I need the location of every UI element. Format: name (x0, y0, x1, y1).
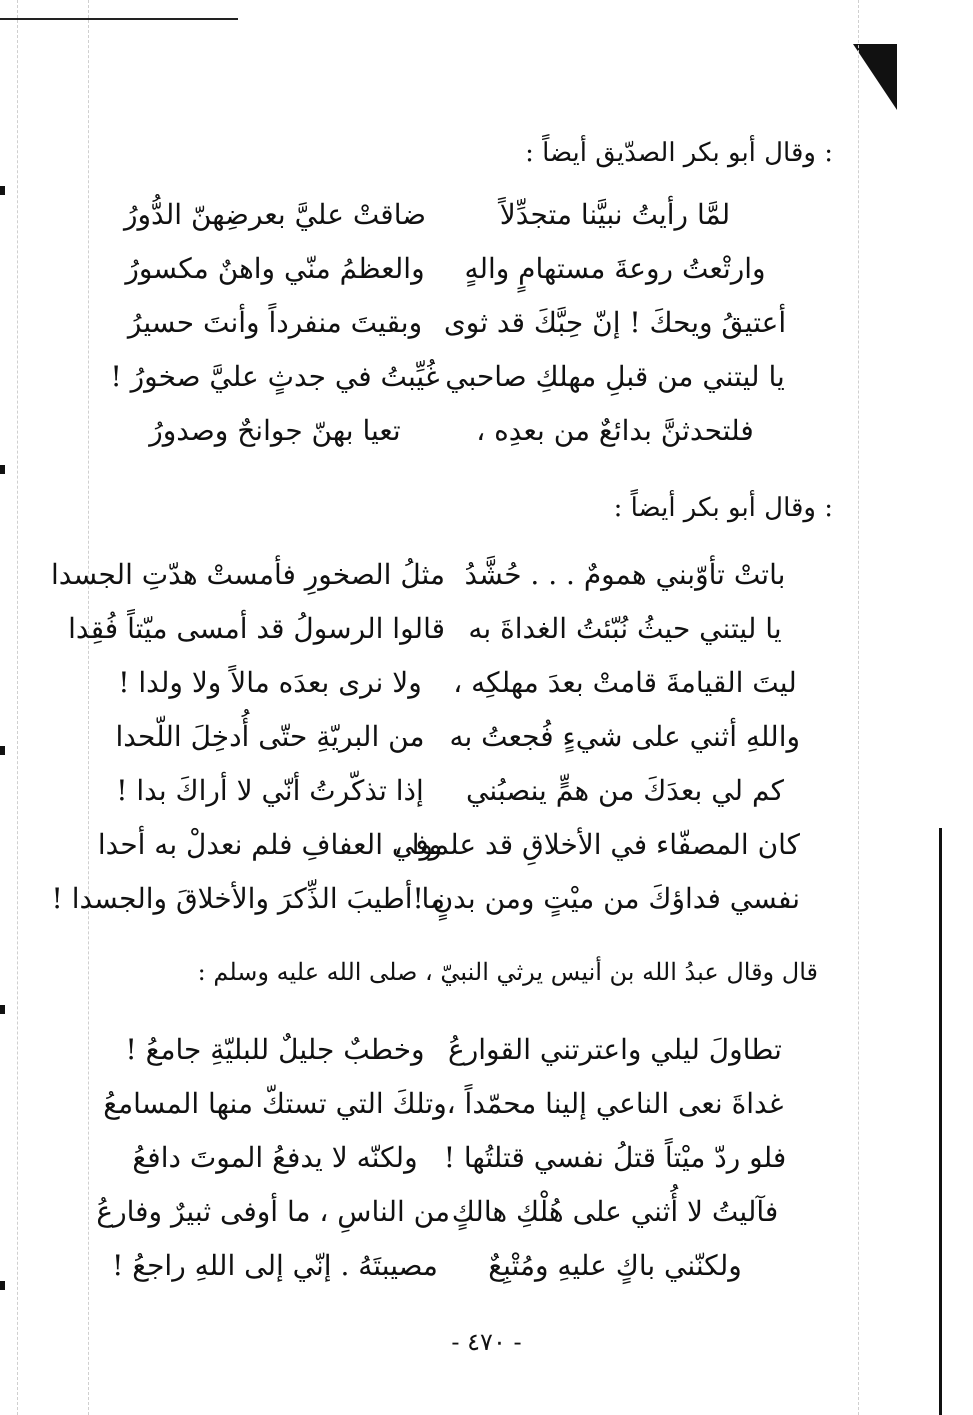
verse-second-hemistich: ما أطيبَ الذِّكرَ والأخلاقَ والجسدا ! (51, 882, 445, 915)
verse-line (100, 1033, 790, 1079)
verse-second-hemistich: من الناسِ ، ما أوفى ثبيرٌ وفارعُ (96, 1195, 450, 1228)
verse-second-hemistich: وخطبٌ جليلٌ للبليّةِ جامعُ ! (125, 1033, 425, 1066)
verse-second-hemistich: تعيا بهنّ جوانحٌ وصدورُ (149, 414, 401, 447)
verse-first-hemistich: أعتيقُ ويحكَ ! إنّ حِبَّكَ قد ثوى (443, 306, 787, 339)
corner-triangle-mark (853, 44, 897, 110)
poem-heading: : وقال أبو بكر أيضاً : (613, 493, 833, 523)
margin-dashed-line (17, 0, 18, 1415)
verse-first-hemistich: يا ليتني حيثُ نُبّئتُ الغداةَ به (468, 612, 782, 645)
verse-line (100, 1141, 790, 1187)
top-rule (0, 18, 238, 20)
verse-line (100, 252, 790, 298)
verse-first-hemistich: لمَّا رأيتُ نبيَّنا متجدِّلاً (499, 198, 731, 231)
verse-second-hemistich: غُيِّبتُ في جدثٍ عليَّ صخورُ ! (110, 360, 440, 393)
verse-line (100, 1249, 790, 1295)
edge-mark (0, 1281, 5, 1290)
verse-first-hemistich: واللهِ أثني على شيءٍ فُجعتُ به (449, 720, 800, 753)
verse-first-hemistich: تطاولَ ليلي واعترتني القوارعُ (448, 1033, 782, 1066)
verse-line (95, 666, 800, 712)
verse-first-hemistich: كان المصفّاء في الأخلاقِ قد علموا ، (393, 828, 800, 861)
margin-dashed-line (88, 0, 89, 1415)
poem-heading: : وقال أبو بكر الصدّيق أيضاً : (525, 138, 833, 168)
verse-line (96, 1195, 790, 1241)
margin-dashed-line (858, 0, 859, 1415)
verse-second-hemistich: ولكنّه لا يدفعُ الموتَ دافعُ (132, 1141, 418, 1174)
verse-line (95, 828, 800, 874)
verse-first-hemistich: فآليتُ لا أُثني على هُلْكِ هالكٍ (451, 1195, 779, 1228)
verse-line (95, 774, 800, 820)
verse-first-hemistich: ولكنّني باكٍ عليهِ ومُتْبِعٌ (488, 1249, 742, 1282)
verse-line (100, 360, 790, 406)
verse-first-hemistich: غداةَ نعى الناعي إلينا محمّداً ، (446, 1087, 784, 1120)
scan-edge-bar (939, 828, 942, 1415)
edge-mark (0, 1005, 5, 1014)
edge-mark (0, 746, 5, 755)
poem-heading: قال وقال عبدُ الله بن أنيس يرثي النبيّ ، صلى الله عليه وسلم : (197, 958, 818, 986)
verse-first-hemistich: نفسي فداؤكَ من ميْتٍ ومن بدنٍ ! (412, 882, 800, 915)
verse-first-hemistich: وارتْعتُ روعةَ مستهامٍ والهٍ (464, 252, 766, 285)
verse-line (100, 198, 790, 244)
verse-first-hemistich: ليتَ القيامةَ قامتْ بعدَ مهلكِه ، (453, 666, 797, 699)
verse-line (95, 720, 800, 766)
verse-line (100, 414, 790, 460)
verse-line (68, 612, 800, 658)
verse-line (100, 1087, 790, 1133)
verse-second-hemistich: وفي العفافِ فلم نعدلْ به أحدا (97, 828, 443, 861)
verse-line (51, 558, 800, 604)
verse-first-hemistich: فلو ردّ ميْتاً قتلُ نفسي قتلتُها ! (443, 1141, 787, 1174)
verse-line (51, 882, 800, 928)
verse-second-hemistich: ضاقتْ عليَّ بعرضِهنّ الدُّورُ (124, 198, 426, 231)
page-number: - ٤٧٠ - (451, 1328, 522, 1356)
verse-first-hemistich: يا ليتني من قبلِ مهلكِ صاحبي (445, 360, 785, 393)
edge-mark (0, 465, 5, 474)
verse-second-hemistich: مصيبتَهُ . إنّي إلى اللهِ راجعُ ! (112, 1249, 438, 1282)
verse-first-hemistich: كم لي بعدَكَ من همٍّ ينصبُني (466, 774, 784, 807)
verse-second-hemistich: وبقيتَ منفرداً وأنتَ حسيرُ (127, 306, 423, 339)
edge-mark (0, 186, 5, 195)
verse-second-hemistich: وتلكَ التي تستكّ منها المسامعُ (103, 1087, 447, 1120)
verse-second-hemistich: قالوا الرسولُ قد أمسى ميّتاً فُقِدا (68, 612, 445, 645)
verse-line (100, 306, 790, 352)
verse-first-hemistich: باتتْ تأوّبني همومٌ . . . حُشَّدُ (464, 558, 786, 591)
verse-second-hemistich: من البريّةِ حتّى أُدخِلَ اللّحدا (115, 720, 425, 753)
verse-second-hemistich: ولا نرى بعدَه مالاً ولا ولدا ! (118, 666, 422, 699)
verse-second-hemistich: مثلُ الصخورِ فأمستْ هدّتِ الجسدا (51, 558, 445, 591)
verse-second-hemistich: والعظمُ منّي واهنٌ مكسورُ (125, 252, 425, 285)
verse-second-hemistich: إذا تذكّرتُ أنّي لا أراكَ بدا ! (116, 774, 424, 807)
verse-first-hemistich: فلتحدثنَّ بدائعٌ من بعدِه ، (476, 414, 754, 447)
